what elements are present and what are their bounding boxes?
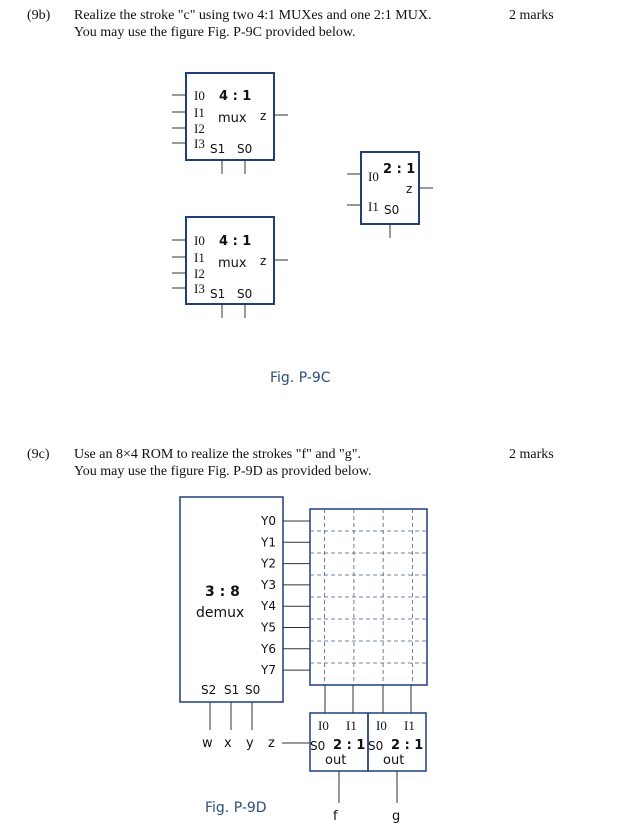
mux2-left-out: out (325, 753, 347, 768)
mux4-upper (172, 73, 288, 174)
q9b-line2: You may use the figure Fig. P-9C provided below. (74, 25, 356, 40)
q9b-marks: 2 marks (509, 8, 554, 23)
input-w: w (202, 736, 213, 751)
demux-output-label: Y3 (261, 577, 276, 592)
input-x: x (224, 736, 232, 751)
q9c-line2: You may use the figure Fig. P-9D as provided below. (74, 464, 372, 479)
input-y: y (246, 736, 254, 751)
mux4-lower-in0: I0 (194, 233, 205, 248)
demux-title: 3 : 8 (205, 584, 240, 600)
demux-s1: S1 (224, 683, 240, 697)
demux-s2: S2 (201, 683, 217, 697)
mux4-lower-in2: I2 (194, 266, 205, 281)
mux4-lower-s0: S0 (237, 287, 253, 301)
demux-name: demux (196, 605, 245, 621)
demux-output-label: Y0 (261, 514, 276, 528)
q9c-label: (9c) (27, 447, 50, 462)
rom-grid (310, 509, 427, 685)
mux2-right-in1: I1 (404, 718, 415, 733)
demux-output-label: Y1 (261, 535, 276, 550)
output-g: g (392, 809, 401, 824)
mux2-left-in0: I0 (318, 718, 329, 733)
output-f: f (333, 809, 338, 824)
mux2-left-title: 2 : 1 (333, 738, 366, 753)
demux-output-label: Y2 (261, 556, 276, 571)
mux2-right-out: out (383, 753, 405, 768)
mux4-upper-title: 4 : 1 (219, 89, 252, 104)
mux4-lower-out: z (260, 254, 267, 268)
mux2-right-in0: I0 (376, 718, 387, 733)
mux4-upper-in0: I0 (194, 88, 205, 103)
mux2-right (368, 713, 426, 771)
mux2-left (310, 713, 368, 771)
mux4-lower-title: 4 : 1 (219, 234, 252, 249)
mux4-upper-in2: I2 (194, 121, 205, 136)
mux4-lower-in1: I1 (194, 250, 205, 265)
mux4-lower-s1: S1 (210, 287, 226, 301)
q9c-marks: 2 marks (509, 447, 554, 462)
mux4-upper-in1: I1 (194, 105, 205, 120)
demux-s0: S0 (245, 683, 261, 697)
input-z: z (268, 736, 275, 751)
mux4-lower-in3: I3 (194, 281, 205, 296)
mux4-upper-in3: I3 (194, 136, 205, 151)
fig9c-caption: Fig. P-9C (270, 370, 331, 386)
q9c-line1: Use an 8×4 ROM to realize the strokes "f" and "g". (74, 447, 361, 462)
demux-output-label: Y7 (261, 663, 276, 678)
mux4-upper-name: mux (218, 111, 247, 126)
demux-output-label: Y6 (261, 641, 276, 656)
q9b-line1: Realize the stroke "c" using two 4:1 MUXes and one 2:1 MUX. (74, 8, 432, 23)
mux2-left-in1: I1 (346, 718, 357, 733)
mux2-9c (347, 152, 433, 238)
mux2-9c-out: z (406, 182, 413, 196)
demux (180, 497, 310, 730)
mux2-9c-sel: S0 (384, 203, 400, 217)
mux4-upper-s1: S1 (210, 142, 226, 156)
mux4-lower (172, 217, 288, 318)
demux-output-label: Y5 (261, 620, 276, 635)
mux4-upper-out: z (260, 109, 267, 123)
mux2-right-title: 2 : 1 (391, 738, 424, 753)
demux-output-label: Y4 (261, 599, 276, 614)
mux4-upper-s0: S0 (237, 142, 253, 156)
fig9d-caption: Fig. P-9D (205, 800, 267, 816)
mux2-9c-in1: I1 (368, 199, 379, 214)
mux4-lower-name: mux (218, 256, 247, 271)
mux2-9c-in0: I0 (368, 169, 379, 184)
mux2-right-sel: S0 (368, 739, 384, 753)
mux2-left-sel: S0 (310, 739, 326, 753)
mux2-9c-title: 2 : 1 (383, 162, 416, 177)
q9b-label: (9b) (27, 8, 51, 23)
